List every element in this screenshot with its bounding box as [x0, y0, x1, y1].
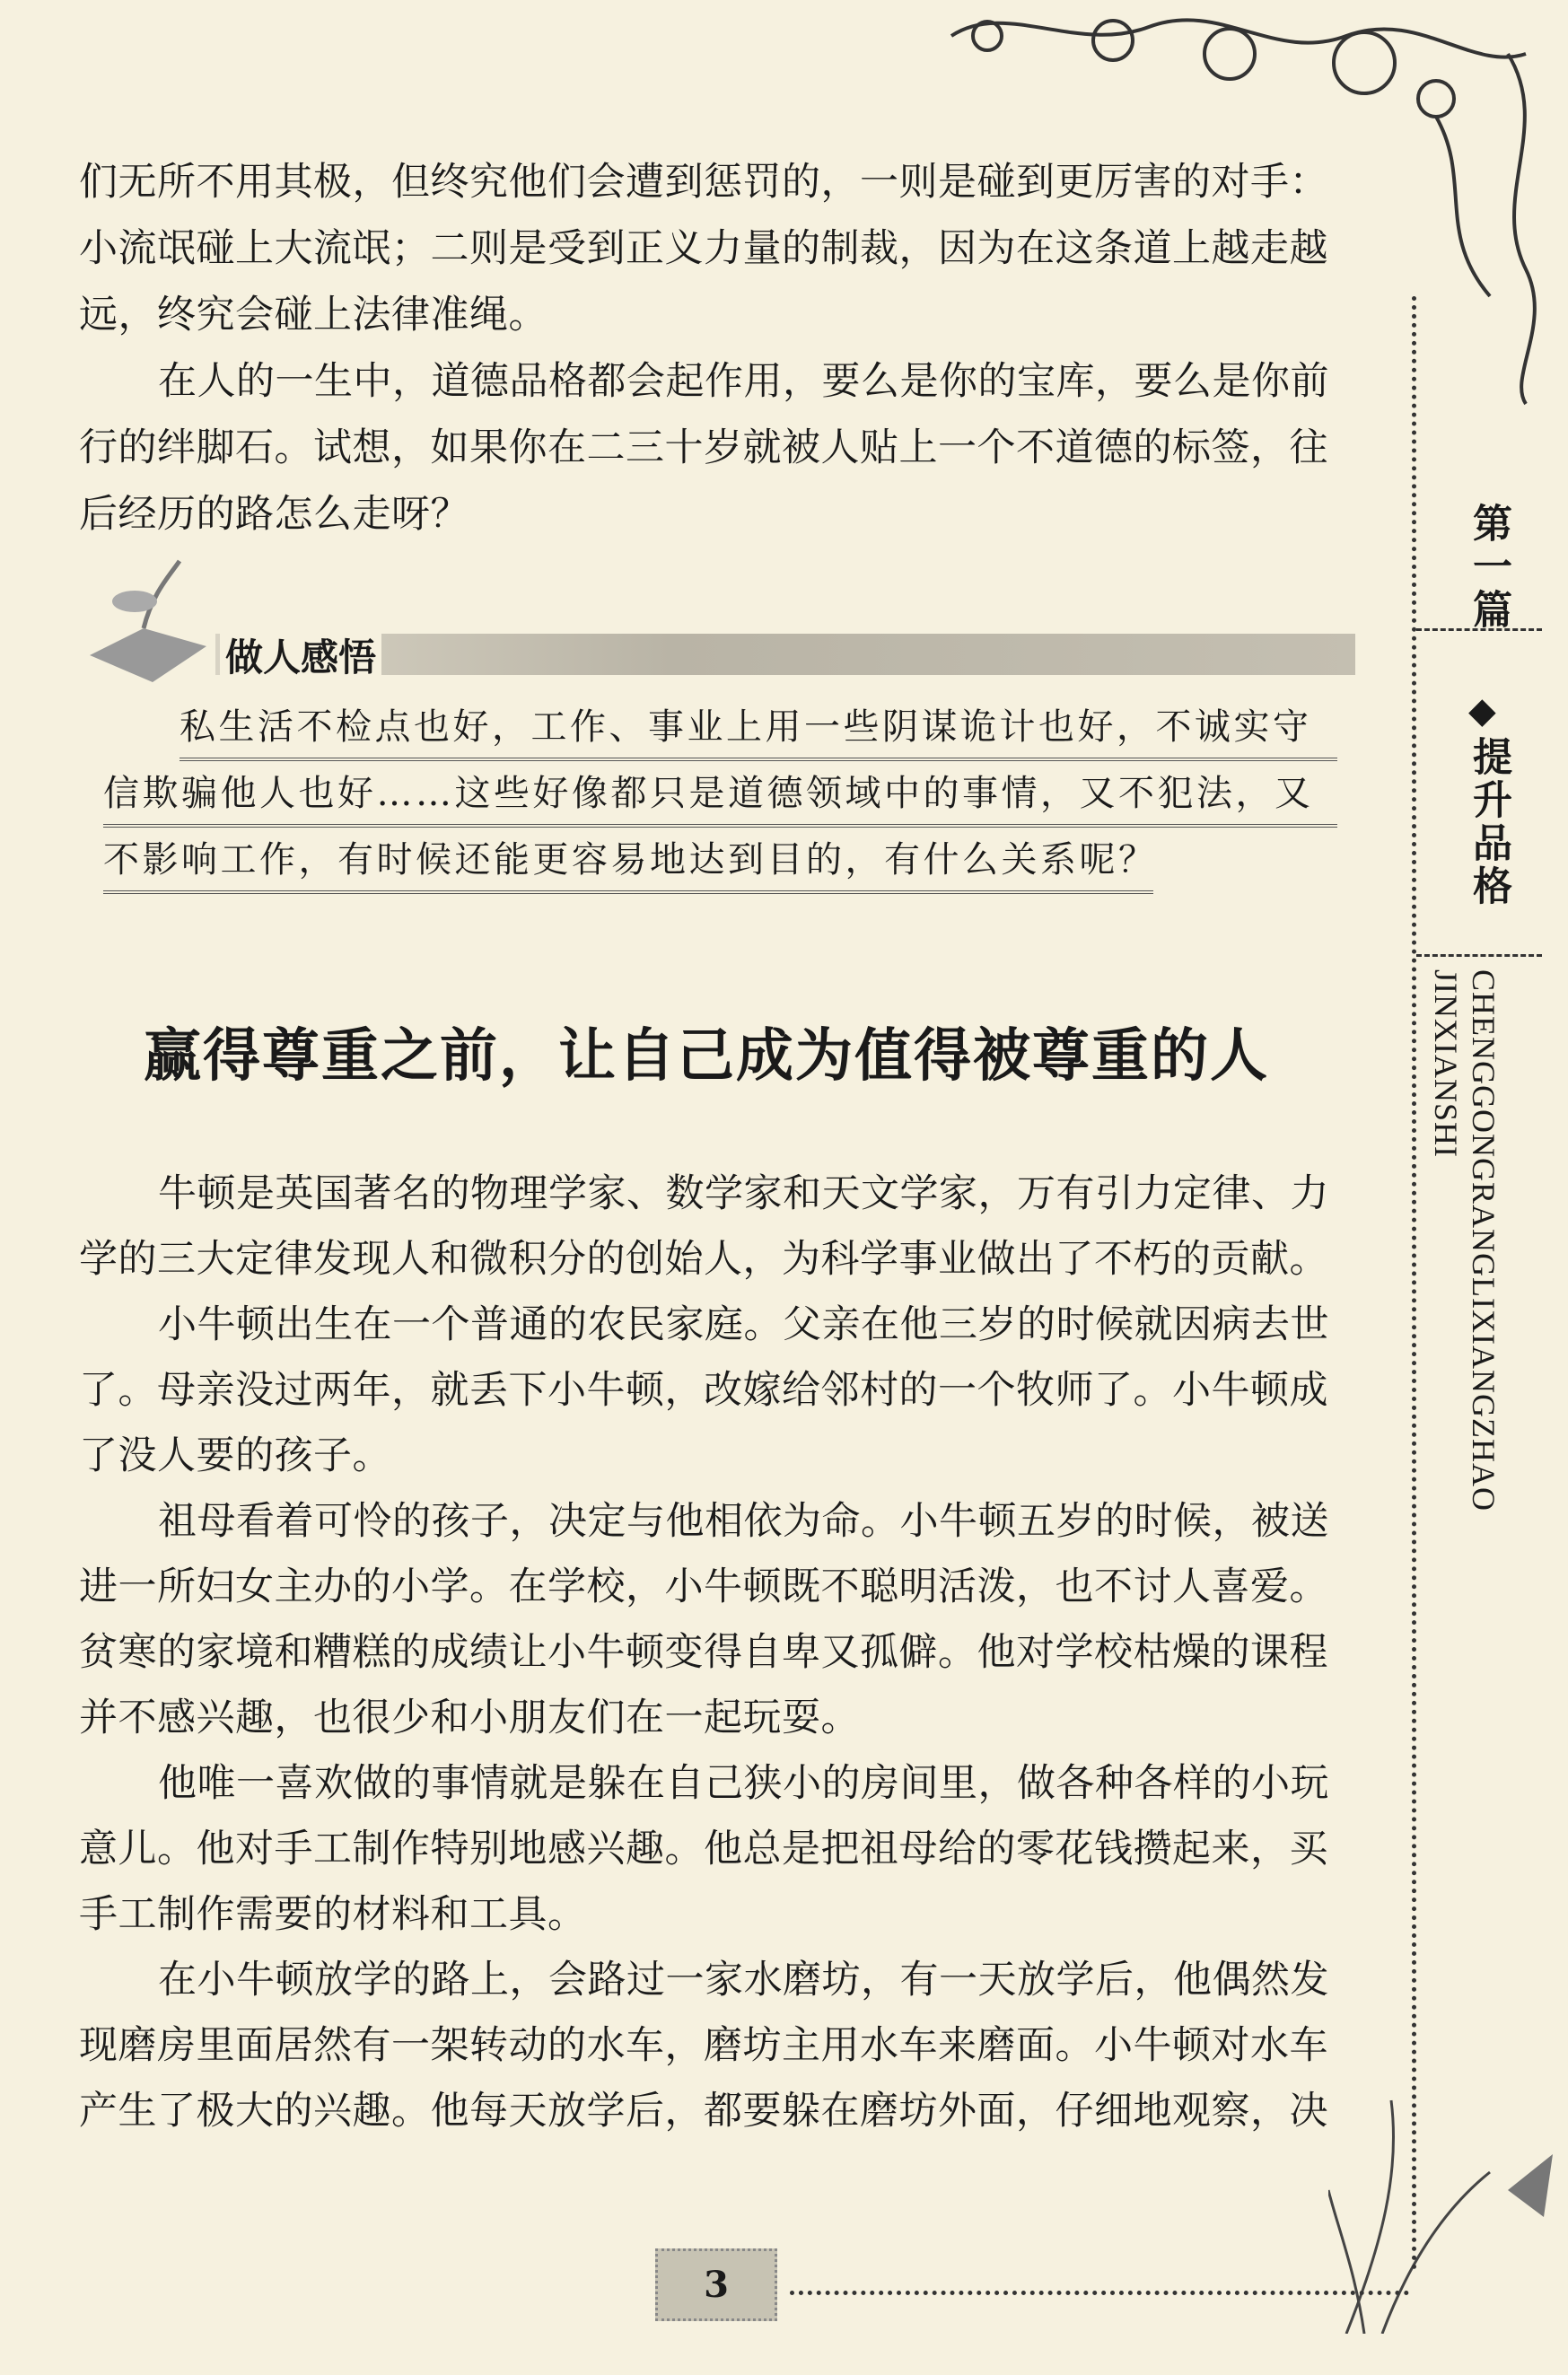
text-line: 们无所不用其极，但终究他们会遭到惩罚的，一则是碰到更厉害的对手：	[79, 160, 1328, 205]
footer-divider	[790, 2291, 1409, 2295]
plant-book-icon	[81, 557, 215, 691]
text-line: 他唯一喜欢做的事情就是躲在自己狭小的房间里，做各种各样的小玩	[158, 1761, 1329, 1806]
divider	[1416, 954, 1542, 957]
section-label: 提升品格	[1466, 736, 1511, 908]
text-line: 行的绊脚石。试想，如果你在二三十岁就被人贴上一个不道德的标签，往	[79, 425, 1328, 470]
insight-line: 私生活不检点也好，工作、事业上用一些阴谋诡计也好，不诚实守	[180, 700, 1337, 761]
text-line: 手工制作需要的材料和工具。	[79, 1892, 587, 1937]
text-line: 了。母亲没过两年，就丢下小牛顿，改嫁给邻村的一个牧师了。小牛顿成	[79, 1368, 1328, 1413]
text-line: 远，终究会碰上法律准绳。	[79, 293, 547, 337]
sidebar-divider	[1412, 296, 1416, 2271]
text-line: 现磨房里面居然有一架转动的水车，磨坊主用水车来磨面。小牛顿对水车	[79, 2023, 1328, 2068]
text-line: 贫寒的家境和糟糕的成绩让小牛顿变得自卑又孤僻。他对学校枯燥的课程	[79, 1630, 1328, 1675]
insight-line: 不影响工作，有时候还能更容易地达到目的，有什么关系呢？	[103, 833, 1153, 894]
text-line: 产生了极大的兴趣。他每天放学后，都要躲在磨坊外面，仔细地观察，决	[79, 2089, 1328, 2134]
text-line: 牛顿是英国著名的物理学家、数学家和天文学家，万有引力定律、力	[158, 1171, 1329, 1216]
text-line: 小牛顿出生在一个普通的农民家庭。父亲在他三岁的时候就因病去世	[158, 1302, 1329, 1347]
text-line: 进一所妇女主办的小学。在学校，小牛顿既不聪明活泼，也不讨人喜爱。	[79, 1564, 1328, 1609]
text-line: 小流氓碰上大流氓；二则是受到正义力量的制裁，因为在这条道上越走越	[79, 226, 1328, 271]
text-line: 意儿。他对手工制作特别地感兴趣。他总是把祖母给的零花钱攒起来，买	[79, 1827, 1328, 1871]
text-line: 并不感兴趣，也很少和小朋友们在一起玩耍。	[79, 1696, 860, 1740]
pinyin-line-2: JINXIANSHI	[1428, 969, 1464, 1158]
text-line: 后经历的路怎么走呀？	[79, 492, 469, 537]
article-title: 赢得尊重之前，让自己成为值得被尊重的人	[144, 1022, 1269, 1090]
part-label: 第一篇	[1466, 503, 1511, 632]
diamond-icon: ◆	[1468, 690, 1496, 732]
pinyin-line-1: CHENGGONGRANGLIXIANGZHAO	[1466, 969, 1502, 1512]
page-number: 3	[655, 2248, 777, 2321]
insight-line: 信欺骗他人也好……这些好像都只是道德领域中的事情，又不犯法，又	[103, 767, 1337, 828]
insight-label: 做人感悟	[220, 628, 381, 682]
insight-banner	[215, 634, 1355, 675]
text-line: 祖母看着可怜的孩子，决定与他相依为命。小牛顿五岁的时候，被送	[158, 1499, 1329, 1544]
divider	[1416, 628, 1542, 631]
text-line: 学的三大定律发现人和微积分的创始人，为科学事业做出了不朽的贡献。	[79, 1237, 1328, 1282]
text-line: 在小牛顿放学的路上，会路过一家水磨坊，有一天放学后，他偶然发	[158, 1958, 1329, 2003]
text-line: 了没人要的孩子。	[79, 1433, 391, 1478]
text-line: 在人的一生中，道德品格都会起作用，要么是你的宝库，要么是你前	[158, 359, 1329, 404]
